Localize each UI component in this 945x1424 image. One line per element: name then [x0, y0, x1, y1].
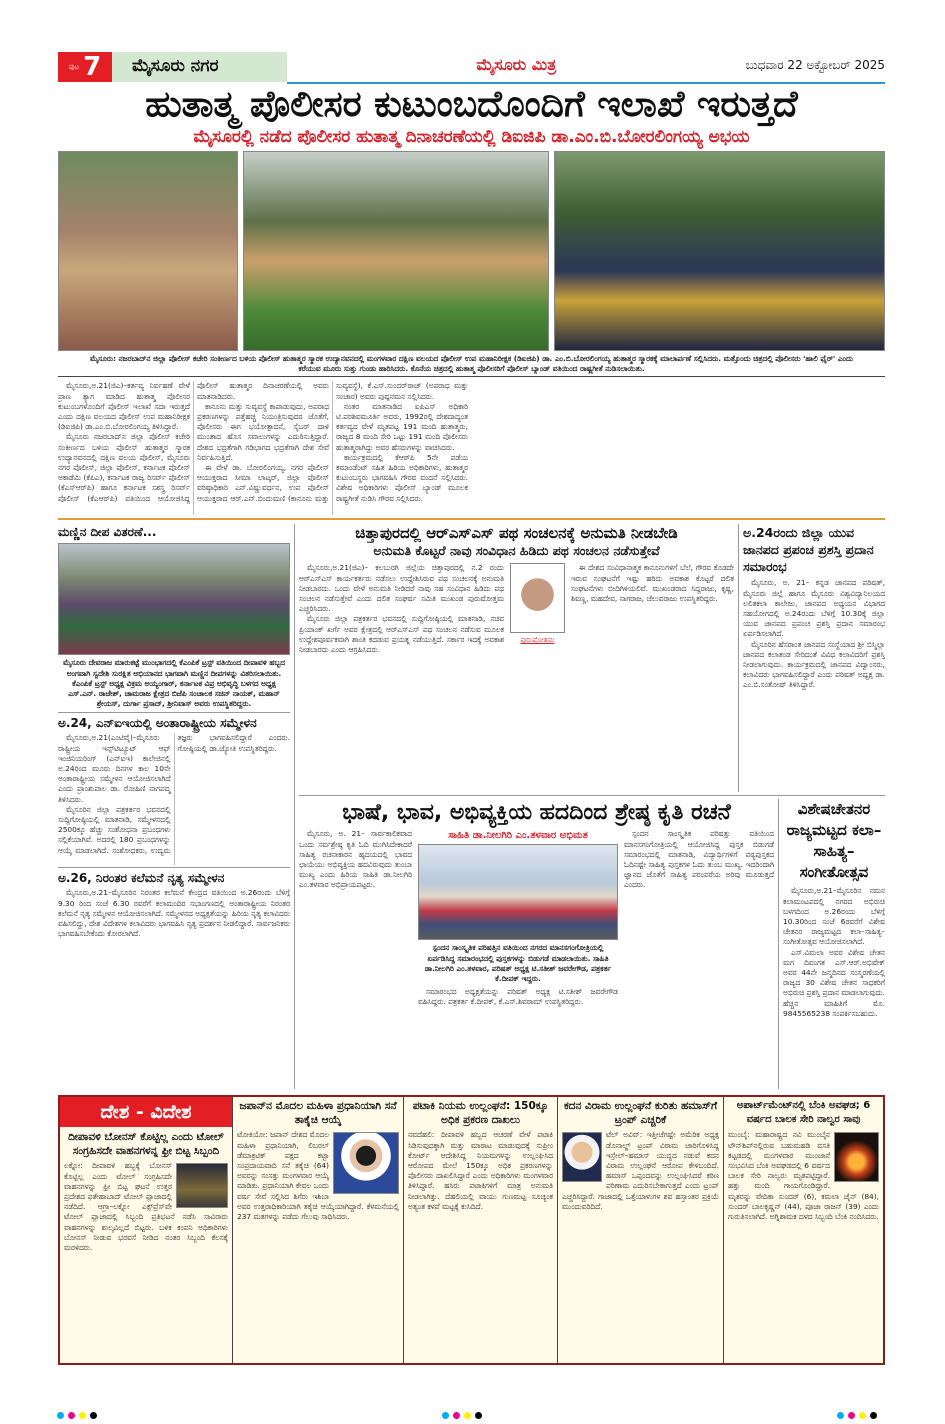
paragraph: ಮೈಸೂರು ನಜರಬಾದ್‌ನ ಜಿಲ್ಲಾ ಪೊಲೀಸ್ ಕಚೇರಿ ಸಂಕೀರ್ಣದ ಬಳಿಯ ಪೊಲೀಸ್ ಹುತಾತ್ಮರ ಸ್ಮಾರಕ ಉದ್ಯಾನವನದಲ್ಲಿ ದಕ್ಷಿಣ ವಲಯ ಪೊಲೀಸ್, ಮೈಸೂರು ನಗರ ಪೊಲೀಸ್, ಜಿಲ್ಲಾ ಪೊಲೀಸ್, ಕರ್ನಾಟಕ ಪೊಲೀಸ್ ಅಕಾಡೆಮಿ (ಕೆಪಿಎ), ಕರ್ನಾಟಕ ರಾಜ್ಯ ರಿಸರ್ವ್ ಪೊಲೀಸ್ (ಕೆಎಸ್‌ಆರ್‌ಪಿ) ಹಾಗೂ ಕರ್ನಾಟಕ ಸಶಸ್ತ್ರ ರಿಸರ್ವ್ ಪೊಲೀಸ್ (ಕೆಎಆರ್‌ಪಿ) ವತಿಯಿಂದ ಆಯೋಜಿಸಿದ್ದ ಪೊಲೀಸ್ ಹುತಾತ್ಮರ ದಿನಾಚರಣೆಯಲ್ಲಿ ಅವರು ಮಾತನಾಡಿದರು.	[58, 381, 329, 503]
japan-story	[233, 1097, 403, 1363]
paragraph: ಮೈಸೂರು, ಅ. 21– ಸಾರ್ವಕಾಲಿಕವಾದ ಒಂದು ಸರ್ವಶ್ರೇಷ್ಠ ಕೃತಿ ಓದಿ ಮುಗಿಸಿದೇಕಾದರೆ ಸಾಹಿತ್ಯ ರಚನಾಕಾರನ ಹೃದಯದಲ್ಲಿ ಭಾವದ ಛಾಯೆಯು ಅಭಿವ್ಯಕ್ತಿಯ ಹದವಿರುವುದು ತುಂಬಾ ಮುಖ್ಯ ಎಂದು ಹಿರಿಯ ಸಾಹಿತಿ ಡಾ.ನೀಲಗಿರಿ ಎಂ.ತಳವಾರ ಅಭಿಪ್ರಾಯಪಟ್ಟರು.	[299, 829, 412, 890]
paragraph: ಈ ದೇಶದ ಸಂವಿಧಾನಾತ್ಮಕ ಕಾನೂನುಗಳಿಗೆ ಬೆಲೆ, ಗೌರವ ಕೊಡದೇ ಇರುವ ಸಂಘಟನೆಗೆ ಇಷ್ಟು ಹರಿದು ಅವಕಾಶ ಕೊಟ್ಟರೆ ದಲಿತ ಸಂಘಟನೆಗಳು ಬೀದಿಗಿಳಿಯಲಿವೆ. ಮುಖಂಡರಾದ ಸಿದ್ದರಾಜು, ಕೃಷ್ಣ, ಶಿವಣ್ಣ, ಮಹದೇವ, ನಾಗರಾಜ, ಚೆಲುವರಾಜು ಉಪಸ್ಥಿತರಿದ್ದರು.	[571, 563, 734, 604]
divider	[58, 712, 290, 713]
firecracker-headline: ಪಟಾಕಿ ನಿಯಮ ಉಲ್ಲಂಘನೆ: 150ಕ್ಕೂ ಅಧಿಕ ಪ್ರಕರಣ ದಾಖಲು	[412, 1100, 549, 1127]
toll-story	[60, 1097, 232, 1363]
photo-gun-salute	[243, 151, 549, 351]
print-registration-marks-right	[835, 1404, 879, 1423]
fire-story	[724, 1097, 883, 1363]
paragraph: ಮೈಸೂರು,ಅ.21(ಜಿಎ)– ಕಲಬುರಗಿ ಜಿಲ್ಲೆಯ ಚಿತ್ತಾಪುರದಲ್ಲಿ ನ.2 ರಂದು ಆರ್‌ಎಸ್‌ಎಸ್ ಕಾರ್ಯಕರ್ತರು ನಡೆಸಲು ಉದ್ದೇಶಿಸಿರುವ ಪಥ ಸಂಚಲನಕ್ಕೆ ಅನುಮತಿ ನೀಡಬಾರದು. ಒಂದು ವೇಳೆ ಅನುಮತಿ ನೀಡಿದರೆ ನಾವು ಸಹ ಸಂವಿಧಾನ ಹಿಡಿದು ಪಥ ಸಂಚಲನ ನಡೆಸುತ್ತೇವೆ ಎಂದು ದಲಿತ ಸಂಘರ್ಷ ಸಮಿತಿ ಮುಖಂಡ ಪುರುಷೋತ್ತಮ ಎಚ್ಚರಿಸಿದರು.	[299, 563, 504, 614]
section-label: ಮೈಸೂರು ನಗರ	[112, 52, 287, 82]
photo-toll-plaza	[176, 1163, 228, 1208]
lead-body	[58, 381, 885, 515]
newspaper-page	[58, 52, 885, 1365]
print-registration-marks-left	[55, 1404, 99, 1423]
paragraph: ಕಾರ್ಯಕ್ರಮದಲ್ಲಿ ಕೆಆರ್‌ಪಿ 5ನೇ ಪಡೆಯ ಕಮಾಂಡೆಂಟ್ ಸಹಿತ ಹಿರಿಯ ಅಧಿಕಾರಿಗಳು, ಹುತಾತ್ಮರ ಕುಟುಂಬಸ್ಥರು ಭಾಗವಹಿಸಿ ಗೌರವ ವಂದನೆ ಸಲ್ಲಿಸಿದರು. ವಿಶೇಷ ಅಧಿಕಾರಿಗಳು ಪೊಲೀಸ್ ಬ್ಯಾಂಡ್ ಮೂಲಕ ರಾಷ್ಟ್ರಗೀತೆ ನುಡಿಸಿ ಗೌರವ ಸಲ್ಲಿಸಿದರು.	[336, 452, 468, 503]
rss-body	[299, 563, 734, 792]
janapada-story	[743, 524, 885, 792]
photo-police-band	[554, 151, 885, 351]
bhashe-headline: ಭಾಷೆ, ಭಾವ, ಅಭಿವ್ಯಕ್ತಿಯ ಹದದಿಂದ ಶ್ರೇಷ್ಠ ಕೃತಿ ರಚನೆ	[342, 800, 731, 826]
nie-headline: ಅ.24, ಎನ್‌ಐಇಯಲ್ಲಿ ಅಂತಾರಾಷ್ಟ್ರೀಯ ಸಮ್ಮೇಳನ	[58, 716, 257, 731]
dance-headline: ಅ.26, ನಿರಂತರ ಕಲೆಮನೆ ನೃತ್ಯ ಸಮ್ಮೇಳನ	[58, 871, 225, 886]
rss-body-col2	[571, 563, 734, 792]
column-rule	[738, 524, 739, 792]
upper-row	[299, 524, 885, 792]
page-number-badge	[58, 52, 112, 82]
paragraph: ಈ ವೇಳೆ ಡಾ. ಬೋರಲಿಂಗಯ್ಯ, ನಗರ ಪೊಲೀಸ್ ಆಯುಕ್ತರಾದ ಸೀಮಾ ಲಾಟ್ಕರ್, ಜಿಲ್ಲಾ ಪೊಲೀಸ್ ವರಿಷ್ಠಾಧಿಕಾರಿ ಎನ್.ವಿಷ್ಣುವರ್ಧನ, ಉಪ ಪೊಲೀಸ್ ಆಯುಕ್ತರಾದ ಆರ್.ಎನ್.ಬಿಂದುಮಣಿ (ಕಾನೂನು ಮತ್ತು ಸುವ್ಯವಸ್ಥೆ), ಕೆ.ಎಸ್.ಸುಂದರ್‌ರಾಜ್ (ಅಪರಾಧ ಮತ್ತು ಸಂಚಾರ) ಅವರು ಪುಷ್ಪನಮನ ಸಲ್ಲಿಸಿದರು.	[197, 381, 468, 503]
paragraph: ಮೈಸೂರು,ಅ.21(ಜಿಎ)–ಕರ್ತವ್ಯ ನಿರ್ವಹಣೆ ವೇಳೆ ಪ್ರಾಣ ತ್ಯಾಗ ಮಾಡಿದ ಹುತಾತ್ಮ ಪೊಲೀಸರ ಕುಟುಂಬಗಳೊಂದಿಗೆ ಪೊಲೀಸ್ ಇಲಾಖೆ ಸದಾ ಇರುತ್ತದೆ ಎಂದು ದಕ್ಷಿಣ ವಲಯದ ಪೊಲೀಸ್ ಉಪ ಮಹಾನಿರೀಕ್ಷಕ (ಡಿಐಜಿಪಿ) ಡಾ.ಎಂ.ಬಿ.ಬೋರಲಿಂಗಯ್ಯ ತಿಳಿಸಿದ್ದಾರೆ.	[58, 381, 190, 432]
lamp-caption: ಮೈಸೂರು ದೇವರಾಜ ಮಾರುಕಟ್ಟೆ ಮುಂಭಾಗದಲ್ಲಿ ಕೆಎಂಪಿಕೆ ಟ್ರಸ್ಟ್ ವತಿಯಿಂದ ದೀಪಾವಳಿ ಹಬ್ಬದ ಅಂಗವಾಗಿ ಸ್ವದೇಶಿ ಸುರಕ್ಷಿತ ಅಭಿಯಾನದ ಭಾಗವಾಗಿ ಮಣ್ಣಿನ ದೀಪಗಳನ್ನು ವಿತರಿಸಲಾಯಿತು. ಕೆಎಂಪಿಕೆ ಟ್ರಸ್ಟ್ ಅಧ್ಯಕ್ಷ ವಿಕ್ರಮ ಅಯ್ಯಂಗಾರ್, ಕರ್ನಾಟಕ ವಿಪ್ರ ಅಭಿವೃದ್ಧಿ ಬಳಗದ ಅಧ್ಯಕ್ಷ ಎಸ್.ಎನ್. ರಾಜೇಶ್, ಚಾಮರಾಜ ಕ್ಷೇತ್ರದ ಬಿಜೆಪಿ ಸಂಚಾಲಕ ಸಚಿನ್ ನಾಯಕ್, ಮಹಾನ್ ಶ್ರೇಯಸ್, ದುರ್ಗಾ ಪ್ರಸಾದ್, ಶ್ರೀನಿವಾಸ್ ಅವರು ಉಪಸ್ಥಿತರಿದ್ದರು.	[63, 658, 285, 709]
paragraph: ಎಸ್.ವಿಮಲಾ ಅವರ ವಿಶೇಷ ಚೇತನ ಮಗ ದಿವಂಗತ ಎಸ್.ಆರ್.ಅಭಿಷೇಕ್ ಅವರ 44ನೇ ಜನ್ಮದಿನದ ಸಂಸ್ಮರಣೆಯಲ್ಲಿ ರಾಜ್ಯದ 30 ವಿಶೇಷ ಚೇತನ ಸಾಧಕರಿಗೆ ಅಭಿರುಚಿ ಪ್ರಶಸ್ತಿ ಪ್ರದಾನ ಮಾಡಲಾಗುವುದು. ಹೆಚ್ಚಿನ ಮಾಹಿತಿಗೆ ಮೊ. 9845565238 ಸಂಪರ್ಕಿಸಬಹುದು.	[783, 947, 885, 1018]
paragraph: ಸ್ಪಂದನ ಸಾಂಸ್ಕೃತಿಕ ಪರಿಷತ್ತು ವತಿಯಿಂದ ಮಾನಸಗಂಗೋತ್ರಿಯಲ್ಲಿ ಆಯೋಜಿಸಿದ್ದ ಪುಸ್ತಕ ಬಿಡುಗಡೆ ಸಮಾರಂಭದಲ್ಲಿ ಮಾತನಾಡಿ, ವಿದ್ಯಾರ್ಥಿಗಳಿಗೆ ಪಠ್ಯಪುಸ್ತಕದ ಓದಿನಷ್ಟೇ ಸಾಹಿತ್ಯ ಪುಸ್ತಕಗಳ ಓದು ತುಂಬ ಮುಖ್ಯ. ಇದರಿಂದಾಗಿ ಜ್ಞಾನದ ಜೊತೆಗೆ ಸಾಹಿತ್ಯ ಪರಂಪರೆಯ ಅರಿವು ಮೂಡುತ್ತದೆ ಎಂದರು.	[624, 829, 774, 890]
left-column	[58, 524, 290, 1089]
vishesha-headline: ವಿಶೇಷಚೇತನರ ರಾಜ್ಯಮಟ್ಟದ ಕಲಾ–ಸಾಹಿತ್ಯ–ಸಂಗೀತೋತ್ಸವ	[786, 800, 882, 882]
lamp-title: ಮಣ್ಣಿನ ದೀಪ ವಿತರಣೆ...	[58, 525, 157, 540]
lower-row	[299, 799, 885, 1089]
rss-headline: ಚಿತ್ತಾಪುರದಲ್ಲಿ ಆರ್‌ಎಸ್‌ಎಸ್ ಪಥ ಸಂಚಲನಕ್ಕೆ ಅನುಮತಿ ನೀಡಬೇಡಿ	[355, 524, 678, 543]
desha-videsha-box	[58, 1095, 885, 1365]
trump-body: ಟೆಲ್ ಅವಿವ್: ಇತ್ತೀಚೆಗಷ್ಟೇ ಅಮೆರಿಕ ಅಧ್ಯಕ್ಷ ಡೊನಾಲ್ಡ್ ಟ್ರಂಪ್ ವಿರಾಮ ಜಾರಿಗೊಳಿಸಿದ್ದ ಇಸ್ರೇಲ್–ಹಮಾಸ್ ಯುದ್ಧದ ನಡುವೆ ಕದನ ವಿರಾಮ ಉಲ್ಲಂಘನೆ ಆರೋಪ ಕೇಳಿಬಂದಿದೆ. ಹಮಾಸ್ ಒಪ್ಪಂದವನ್ನು ಉಲ್ಲಂಘಿಸಿದರೆ ಕಠಿಣ ಪರಿಣಾಮ ಎದುರಿಸಬೇಕಾಗುತ್ತದೆ ಎಂದು ಟ್ರಂಪ್ ಎಚ್ಚರಿಸಿದ್ದಾರೆ. ಗಾಜಾದಲ್ಲಿ ಒತ್ತೆಯಾಳುಗಳ ಶವ ಹಸ್ತಾಂತರ ಪ್ರಕ್ರಿಯೆ ಮುಂದುವರಿದಿದೆ.	[562, 1130, 719, 1211]
right-area	[299, 524, 885, 1089]
paragraph: ಮೈಸೂರು ಜಿಲ್ಲಾ ಪತ್ರಕರ್ತರ ಭವನದಲ್ಲಿ ಸುದ್ದಿಗೋಷ್ಠಿಯಲ್ಲಿ ಮಾತನಾಡಿ, ಸಚಿವ ಪ್ರಿಯಾಂಕ್ ಖರ್ಗೆ ಅವರ ಕ್ಷೇತ್ರದಲ್ಲಿ ಆರ್‌ಎಸ್‌ಎಸ್ ಪಥ ಸಂಚಲನ ನಡೆಸುವ ಮೂಲಕ ಉದ್ದೇಶಪೂರ್ವಕವಾಗಿ ಶಾಂತಿ ಕದಡುವ ಪ್ರಯತ್ನ ನಡೆಯುತ್ತಿದೆ. ಸರ್ಕಾರ ಇದಕ್ಕೆ ಅವಕಾಶ ನೀಡಬಾರದು ಎಂದು ಆಗ್ರಹಿಸಿದರು.	[299, 614, 504, 655]
lead-subhead: ಮೈಸೂರಲ್ಲಿ ನಡೆದ ಪೊಲೀಸರ ಹುತಾತ್ಮ ದಿನಾಚರಣೆಯಲ್ಲಿ ಡಿಐಜಿಪಿ ಡಾ.ಎಂ.ಬಿ.ಬೋರಲಿಂಗಯ್ಯ ಅಭಯ	[193, 127, 750, 147]
column-rule	[778, 799, 779, 1089]
photo-wreath-laying	[58, 151, 238, 351]
trump-story	[558, 1097, 723, 1363]
lead-story	[58, 84, 885, 520]
vishesha-body	[783, 886, 885, 1089]
bhashe-subhead: ಸಾಹಿತಿ ಡಾ.ನೀಲಗಿರಿ ಎಂ.ತಳವಾರ ಅಭಿಮತ	[448, 830, 588, 842]
bhashe-body-col1	[299, 829, 412, 1089]
bhashe-body-col3	[624, 829, 774, 1089]
paragraph: ನಂತರ ಮಾತನಾಡಿದ ಐಪಿಎಸ್ ಅಧಿಕಾರಿ ಟಿ.ಪರಶಿವಮೂರ್ತಿ ಅವರು, 1992ರಲ್ಲಿ ದೇಶದಾದ್ಯಂತ ಕರ್ತವ್ಯದ ವೇಳೆ ಮೃತಪಟ್ಟ 191 ಮಂದಿ ಹುತಾತ್ಮರು, ರಾಜ್ಯದ 8 ಮಂದಿ ಸೇರಿ ಒಟ್ಟು 191 ಮಂದಿ ಪೊಲೀಸರು ಹುತಾತ್ಮರಾಗಿದ್ದು ಅವರ ಹೆಸರುಗಳನ್ನು ವಾಚಿಸಿದರು.	[336, 401, 468, 452]
toll-headline: ದೀಪಾವಳಿ ಬೋನಸ್ ಕೊಟ್ಟಿಲ್ಲ ಎಂದು ಟೋಲ್ ಸಂಗ್ರಹಿಸದೇ ವಾಹನಗಳನ್ನ ಫ್ರೀ ಬಿಟ್ಟ ಸಿಬ್ಬಂದಿ	[68, 1131, 224, 1158]
firecracker-body: ನವದೆಹಲಿ: ದೀಪಾವಳಿ ಹಬ್ಬದ ಆಚರಣೆ ವೇಳೆ ಪಟಾಕಿ ಸಿಡಿಸುವುದಕ್ಕಾಗಿ ಮತ್ತು ಮಾರಾಟ ಮಾಡುವುದಕ್ಕೆ ಸುಪ್ರೀಂ ಕೋರ್ಟ್ ಆದೇಶಿಸಿದ್ದ ನಿಯಮಗಳನ್ನು ಉಲ್ಲಂಘಿಸಿದ ಆರೋಪದ ಮೇಲೆ 150ಕ್ಕೂ ಅಧಿಕ ಪ್ರಕರಣಗಳನ್ನು ಪೊಲೀಸರು ದಾಖಲಿಸಿದ್ದಾರೆ ಎಂದು ಅಧಿಕಾರಿಗಳು ಮಂಗಳವಾರ ತಿಳಿಸಿದ್ದಾರೆ. ಹಸಿರು ಪಟಾಕಿಗಳಿಗೆ ಮಾತ್ರ ಅನುಮತಿ ನೀಡಲಾಗಿತ್ತು. ದೆಹಲಿಯಲ್ಲಿ ವಾಯು ಗುಣಮಟ್ಟ ಸೂಚ್ಯಂಕ ಅತ್ಯಂತ ಕಳಪೆ ಮಟ್ಟಕ್ಕೆ ಕುಸಿದಿದೆ.	[408, 1130, 553, 1211]
janapada-headline: ಅ.24ರಂದು ಜಿಲ್ಲಾ ಯುವ ಜಾನಪದ ಪ್ರಪಂಚ ಪ್ರಶಸ್ತಿ ಪ್ರದಾನ ಸಮಾರಂಭ	[743, 525, 874, 575]
section-rule	[58, 518, 885, 520]
fire-body-wrap	[728, 1130, 879, 1361]
page-header	[58, 52, 885, 82]
rss-subhead: ಅನುಮತಿ ಕೊಟ್ಟರೆ ನಾವು ಸಂವಿಧಾನ ಹಿಡಿದು ಪಥ ಸಂಚಲನ ನಡೆಸುತ್ತೇವೆ	[373, 543, 660, 559]
bhashe-story	[299, 799, 774, 1089]
photo-caption-name: ಪುರುಷೋತ್ತಮ	[520, 636, 555, 645]
toll-body-wrap	[60, 1161, 232, 1363]
paragraph: ಮೈಸೂರು,ಅ.21–ಮೈಸೂರಿನ ನಮನ ಕಲಾಮಂಟಪದಲ್ಲಿ ನಗರದ ಅಭಿರುಚಿ ಬಳಗದಿಂದ ಅ.26ರಂದು ಬೆಳಿಗ್ಗೆ 10.30ರಿಂದ ಸಂಜೆ 6ರವರೆಗೆ ವಿಶೇಷ ಚೇತನರ ರಾಜ್ಯಮಟ್ಟದ ಕಲಾ–ಸಾಹಿತ್ಯ–ಸಂಗೀತೋತ್ಸವ ಆಯೋಜಿಸಲಾಗಿದೆ.	[783, 886, 885, 947]
photo-apartment-fire	[834, 1132, 879, 1182]
dance-body	[58, 888, 290, 1089]
paragraph: ಮೈಸೂರು,ಅ.21(ಎಂಟಿವೈ)–ಮೈಸೂರು ರಾಷ್ಟ್ರೀಯ ಇನ್ಸ್‌ಟಿಟ್ಯೂಟ್ ಆಫ್ ಇಂಜಿನಿಯರಿಂಗ್ (ಎನ್‌ಐಇ) ಕಾಲೇಜಿನಲ್ಲಿ ಅ.24ರಿಂದ ಮೂರು ದಿನಗಳ ಕಾಲ 10ನೇ ಅಂತಾರಾಷ್ಟ್ರೀಯ ಸಮ್ಮೇಳನ ಆಯೋಜಿಸಲಾಗಿದೆ ಎಂದು ಪ್ರಾಂಶುಪಾಲ ಡಾ. ರೋಹಿಣಿ ನಾಗಪದ್ಮ ತಿಳಿಸಿದರು.	[58, 733, 171, 804]
divider	[58, 376, 885, 377]
photo-lamp-distribution	[58, 543, 290, 655]
vishesha-story	[783, 799, 885, 1089]
page-label: ಪುಟ	[68, 62, 80, 71]
rss-body-col1	[299, 563, 504, 792]
paragraph: ಮೈಸೂರಿನ ಜಿಲ್ಲಾ ಪತ್ರಕರ್ತರ ಭವನದಲ್ಲಿ ಸುದ್ದಿಗೋಷ್ಠಿಯಲ್ಲಿ ಮಾತನಾಡಿ, ಸಮ್ಮೇಳನದಲ್ಲಿ 2500ಕ್ಕೂ ಹೆಚ್ಚು ಸಂಶೋಧನಾ ಪ್ರಬಂಧಗಳು ಸಲ್ಲಿಕೆಯಾಗಿವೆ. ಅದರಲ್ಲಿ 180 ಪ್ರಬಂಧಗಳನ್ನು ಆಯ್ಕೆ ಮಾಡಲಾಗಿದೆ. ಸಂಶೋಧಕರು, ಉದ್ಯಮ ತಜ್ಞರು ಭಾಗವಹಿಸಲಿದ್ದಾರೆ ಎಂದರು. ಗೋಷ್ಠಿಯಲ್ಲಿ ಡಾ.ಜ್ಯೋತಿ ಉಪಸ್ಥಿತರಿದ್ದರು.	[58, 733, 290, 855]
japan-headline: ಜಪಾನ್‌ನ ಮೊದಲ ಮಹಿಳಾ ಪ್ರಧಾನಿಯಾಗಿ ಸನೆ ತಾಕೈಚಿ ಆಯ್ಕೆ	[239, 1100, 397, 1127]
photo-sanae-takaichi	[333, 1132, 399, 1194]
lead-photo-caption: ಮೈಸೂರು: ನಜರಬಾದ್‌ನ ಜಿಲ್ಲಾ ಪೊಲೀಸ್ ಕಚೇರಿ ಸಂಕೀರ್ಣದ ಬಳಿಯ ಪೊಲೀಸ್ ಹುತಾತ್ಮರ ಸ್ಮಾರಕ ಉದ್ಯಾನವನದಲ್ಲಿ ಮಂಗಳವಾರ ದಕ್ಷಿಣ ವಲಯದ ಪೊಲೀಸ್ ಉಪ ಮಹಾನಿರೀಕ್ಷಕ (ಡಿಐಜಿಪಿ) ಡಾ. ಎಂ.ಬಿ.ಬೋರಲಿಂಗಯ್ಯ ಹುತಾತ್ಮರ ಸ್ಮಾರಕಕ್ಕೆ ಮಾಲಾರ್ಪಣೆ ಸಲ್ಲಿಸಿದರು. ಮತ್ತೊಂದು ಚಿತ್ರದಲ್ಲಿ ಪೊಲೀಸರು 'ಹಾಲಿ ಫೈರ್' ಎಂದು ಕರೆಯುವ ಮೂರು ಸುತ್ತು ಗುಂಡು ಹಾರಿಸಿದರು. ಕೊನೆಯ ಚಿತ್ರದಲ್ಲಿ ಹುತಾತ್ಮ ಪೊಲೀಸರಿಗೆ ಪೊಲೀಸ್ ಬ್ಯಾಂಡ್ ವತಿಯಿಂದ ರಾಷ್ಟ್ರಗೀತೆ ನುಡಿಸಲಾಯಿತು.	[90, 354, 853, 374]
paragraph: ಮೈಸೂರಿನ ಹೆಸರಾಂತ ಜಾನಪದ ಸಂಸ್ಥೆಯಾದ ಶ್ರೀ ಬಿಸ್ಮಿಲ್ಲಾ ಜಾನಪದ ಕಲಾತಂಡ ಸೇರಿದಂತೆ ವಿವಿಧ ಕಲಾವಿದರಿಗೆ ಪ್ರಶಸ್ತಿ ನೀಡಲಾಗುವುದು. ಕಾರ್ಯಕ್ರಮದಲ್ಲಿ ಜಾನಪದ ವಿದ್ವಾಂಸರು, ಕಲಾವಿದರು ಭಾಗವಹಿಸಲಿದ್ದಾರೆ ಎಂದು ಪರಿಷತ್ ಅಧ್ಯಕ್ಷ ಡಾ. ಎಂ.ಬಿ.ಸಂತೋಷ್ ತಿಳಿಸಿದ್ದಾರೆ.	[743, 639, 885, 690]
bhashe-body-col2	[418, 987, 618, 1089]
paragraph: ಸಮಾರಂಭದ ಅಧ್ಯಕ್ಷತೆಯನ್ನು ಪರಿಷತ್ ಅಧ್ಯಕ್ಷ ಟಿ.ಸತೀಶ್ ಜವರೇಗೌಡ ವಹಿಸಿದ್ದರು. ಪತ್ರಕರ್ತ ಕೆ.ದೀಪಕ್, ಕೆ.ಎಸ್.ಶಿವರಾಮ್ ಉಪಸ್ಥಿತರಿದ್ದರು.	[418, 987, 618, 1007]
paragraph: ಮೈಸೂರು, ಅ. 21– ಕನ್ನಡ ಜಾನಪದ ಪರಿಷತ್, ಮೈಸೂರು ಜಿಲ್ಲೆ ಹಾಗೂ ಮೈಸೂರು ವಿಶ್ವವಿದ್ಯಾನಿಲಯದ ಲಲಿತಕಲಾ ಕಾಲೇಜು, ಜಾನಪದ ಅಧ್ಯಯನ ವಿಭಾಗದ ಸಹಯೋಗದಲ್ಲಿ ಅ.24ರಂದು ಬೆಳಿಗ್ಗೆ 10.30ಕ್ಕೆ ಜಿಲ್ಲಾ ಯುವ ಜಾನಪದ ಪ್ರಪಂಚ ಪ್ರಶಸ್ತಿ ಪ್ರದಾನ ಸಮಾರಂಭ ಏರ್ಪಡಿಸಲಾಗಿದೆ.	[743, 578, 885, 639]
toll-body: ಲಕ್ನೋ: ದೀಪಾವಳಿ ಹಬ್ಬಕ್ಕೆ ಬೋನಸ್ ಕೊಟ್ಟಿಲ್ಲ ಎಂದು ಟೋಲ್ ಸಂಗ್ರಹಿಸದೇ ವಾಹನಗಳನ್ನು ಫ್ರೀ ಬಿಟ್ಟ ಘಟನೆ ಉತ್ತರ ಪ್ರದೇಶದ ಫತೇಹಾಬಾದ್ ಟೋಲ್ ಪ್ಲಾಜಾದಲ್ಲಿ ನಡೆದಿದೆ. ಆಗ್ರಾ–ಲಕ್ನೋ ಎಕ್ಸ್‌ಪ್ರೆಸ್‌ವೇ ಟೋಲ್ ಪ್ಲಾಜಾದಲ್ಲಿ ಸಿಬ್ಬಂದಿ ಪ್ರತಿಭಟನೆ ನಡೆಸಿ ಸಾವಿರಾರು ವಾಹನಗಳನ್ನು ಶುಲ್ಕವಿಲ್ಲದೆ ಬಿಟ್ಟರು. ಬಳಿಕ ಕಂಪನಿ ಅಧಿಕಾರಿಗಳು ಬೋನಸ್ ನೀಡುವ ಭರವಸೆ ನೀಡಿದ ನಂತರ ಸಿಬ್ಬಂದಿ ಕೆಲಸಕ್ಕೆ ಮರಳಿದರು.	[64, 1161, 228, 1253]
desha-videsha-banner: ದೇಶ - ವಿದೇಶ	[60, 1097, 232, 1127]
divider	[58, 867, 290, 868]
divider	[299, 795, 885, 796]
middle-section	[58, 524, 885, 1089]
trump-headline: ಕದನ ವಿರಾಮ ಉಲ್ಲಂಘನೆ ಕುರಿತು ಹಮಾಸ್‌ಗೆ ಟ್ರಂಪ್ ಎಚ್ಚರಿಕೆ	[563, 1100, 718, 1127]
masthead: ಮೈಸೂರು ಮಿತ್ರ	[476, 55, 557, 74]
japan-body-wrap	[237, 1130, 399, 1361]
janapada-body	[743, 578, 885, 792]
paragraph: ಮೈಸೂರು,ಅ.21–ಮೈಸೂರಿನ ನಿರಂತರ ಕಲೆಮನೆ ಕೇಂದ್ರದ ವತಿಯಿಂದ ಅ.26ರಂದು ಬೆಳಿಗ್ಗೆ 9.30 ರಿಂದ ಸಂಜೆ 6.30 ರವರೆಗೆ ಕಲಾಮಂದಿರ ಸಭಾಂಗಣದಲ್ಲಿ ಅಂತಾರಾಷ್ಟ್ರೀಯ ನಿರಂತರ ಕಲೆಮನೆ ನೃತ್ಯ ಸಮ್ಮೇಳನ ಆಯೋಜಿಸಲಾಗಿದೆ. ಸಮ್ಮೇಳನದ ಅಧ್ಯಕ್ಷತೆಯನ್ನು ಹಿರಿಯ ನೃತ್ಯ ಕಲಾವಿದರು ವಹಿಸಲಿದ್ದು, ದೇಶ ವಿದೇಶಗಳ ಕಲಾವಿದರು ಭಾಗವಹಿಸಿ ನೃತ್ಯ ಪ್ರದರ್ಶನ ನೀಡಲಿದ್ದಾರೆ. ಸಾರ್ವಜನಿಕರು ಭಾಗವಹಿಸಬೇಕೆಂದು ಕೋರಲಾಗಿದೆ.	[58, 888, 290, 939]
paragraph: ಕಾನೂನು ಮತ್ತು ಸುವ್ಯವಸ್ಥೆ ಕಾಪಾಡುವುದು, ಅಪರಾಧ ಪ್ರಕರಣಗಳನ್ನು ಪತ್ತೆಹಚ್ಚಿ ನಿಯಂತ್ರಿಸುವುದರ ಜೊತೆಗೆ, ಪೊಲೀಸರು ಈಗ ಭಯೋತ್ಪಾದನೆ, ಸೈಬರ್ ದಾಳಿ ಮುಂತಾದ ಹೊಸ ಸವಾಲುಗಳನ್ನು ಎದುರಿಸುತ್ತಿದ್ದಾರೆ. ದೇಶದ ಭದ್ರತೆಗಾಗಿ ಗಡಿಭಾಗದ ಭದ್ರತೆಗಾಗಿ ದೇಶ ಸೇವೆ ನಿರ್ವಹಿಸುತ್ತಿದೆ.	[197, 401, 329, 462]
page-number: 7	[83, 52, 102, 82]
photo-purushottama	[510, 563, 565, 633]
bhashe-columns	[299, 829, 774, 1089]
nie-body	[58, 733, 290, 865]
fire-body: ಮುಂಬೈ: ಮಹಾರಾಷ್ಟ್ರದ ನವಿ ಮುಂಬೈನ ಟೌನ್‌ಶಿಪ್‌ನಲ್ಲಿರುವ ಬಹುಮಹಡಿ ವಸತಿ ಕಟ್ಟಡದಲ್ಲಿ ಮಂಗಳವಾರ ಮುಂಜಾನೆ ಸಂಭವಿಸಿದ ಬೆಂಕಿ ಅವಘಡದಲ್ಲಿ 6 ವರ್ಷದ ಬಾಲಕ ಸೇರಿ ನಾಲ್ವರು ಮೃತಪಟ್ಟಿದ್ದಾರೆ. ಹತ್ತು ಮಂದಿ ಗಾಯಗೊಂಡಿದ್ದಾರೆ. ಮೃತರನ್ನು ವೇದಿಕಾ ಸುಂದರ್ (6), ಕಮಲಾ ಜೈನ್ (84), ಸುಂದರ್ ಬಾಲಕೃಷ್ಣನ್ (44), ಪೂಜಾ ರಾಜನ್ (39) ಎಂದು ಗುರುತಿಸಲಾಗಿದೆ. ಅಗ್ನಿಶಾಮಕ ದಳದ ಸಿಬ್ಬಂದಿ ಬೆಂಕಿ ನಂದಿಸಿದರು.	[728, 1130, 879, 1222]
firecracker-story	[404, 1097, 557, 1363]
lead-headline: ಹುತಾತ್ಮ ಪೊಲೀಸರ ಕುಟುಂಬದೊಂದಿಗೆ ಇಲಾಖೆ ಇರುತ್ತದೆ	[145, 84, 798, 125]
issue-date: ಬುಧವಾರ 22 ಅಕ್ಟೋಬರ್ 2025	[745, 58, 885, 72]
rss-story	[299, 524, 734, 792]
photo-trump	[562, 1132, 602, 1182]
header-rule	[287, 82, 885, 84]
rss-photo-block	[510, 563, 565, 792]
print-registration-marks-center	[440, 1404, 484, 1423]
photo-book-release	[418, 844, 618, 940]
lead-photos	[58, 151, 885, 351]
fire-headline: ಅಪಾರ್ಟ್‌ಮೆಂಟ್‌ನಲ್ಲಿ ಬೆಂಕಿ ಅವಘಡ; 6 ವರ್ಷದ ಬಾಲಕ ಸೇರಿ ನಾಲ್ವರ ಸಾವು	[736, 1100, 871, 1126]
column-rule	[294, 524, 295, 1089]
japan-body: ಟೋಕಿಯೋ: ಜಪಾನ್ ದೇಶದ ಮೊದಲ ಮಹಿಳಾ ಪ್ರಧಾನಿಯಾಗಿ, ಲಿಬರಲ್ ಡೆಮಾಕ್ರಟಿಕ್ ಪಕ್ಷದ ಕಟ್ಟಾ ಸಂಪ್ರದಾಯವಾದಿ ಸನೆ ತಕೈಚಿ (64) ಅವರನ್ನು ಸಂಸತ್ತು ಮಂಗಳವಾರ ಆಯ್ಕೆ ಮಾಡಿತು. ಪ್ರಧಾನಿಯಾಗಿ ಕೇವಲ ಒಂದು ವರ್ಷ ಸೇವೆ ಸಲ್ಲಿಸಿದ ಶಿಗೆರು ಇಶಿಬಾ ಅವರ ಉತ್ತರಾಧಿಕಾರಿಯಾಗಿ ತಕೈಚಿ ಆಯ್ಕೆಯಾಗಿದ್ದಾರೆ. ಕೆಳಮನೆಯಲ್ಲಿ 237 ಮತಗಳನ್ನು ಪಡೆದು ಗೆಲುವು ಸಾಧಿಸಿದರು.	[237, 1130, 399, 1222]
trump-body-wrap	[562, 1130, 719, 1361]
bhashe-photo-caption: ಸ್ಪಂದನ ಸಾಂಸ್ಕೃತಿಕ ಪರಿಷತ್ತಿನ ವತಿಯಿಂದ ನಗರದ ಮಾನಸಗಂಗೋತ್ರಿಯಲ್ಲಿ ಏರ್ಪಡಿಸಿದ್ದ ಸಮಾರಂಭದಲ್ಲಿ ಪುಸ್ತಕಗಳನ್ನು ಬಿಡುಗಡೆ ಮಾಡಲಾಯಿತು. ಸಾಹಿತಿ ಡಾ.ನೀಲಗಿರಿ ಎಂ.ತಳವಾರ, ಪರಿಷತ್ ಅಧ್ಯಕ್ಷ ಟಿ.ಸತೀಶ್ ಜವರೇಗೌಡ, ಪತ್ರಕರ್ತ ಕೆ.ದೀಪಕ್ ಇದ್ದರು.	[424, 943, 612, 984]
bhashe-center	[418, 829, 618, 1089]
